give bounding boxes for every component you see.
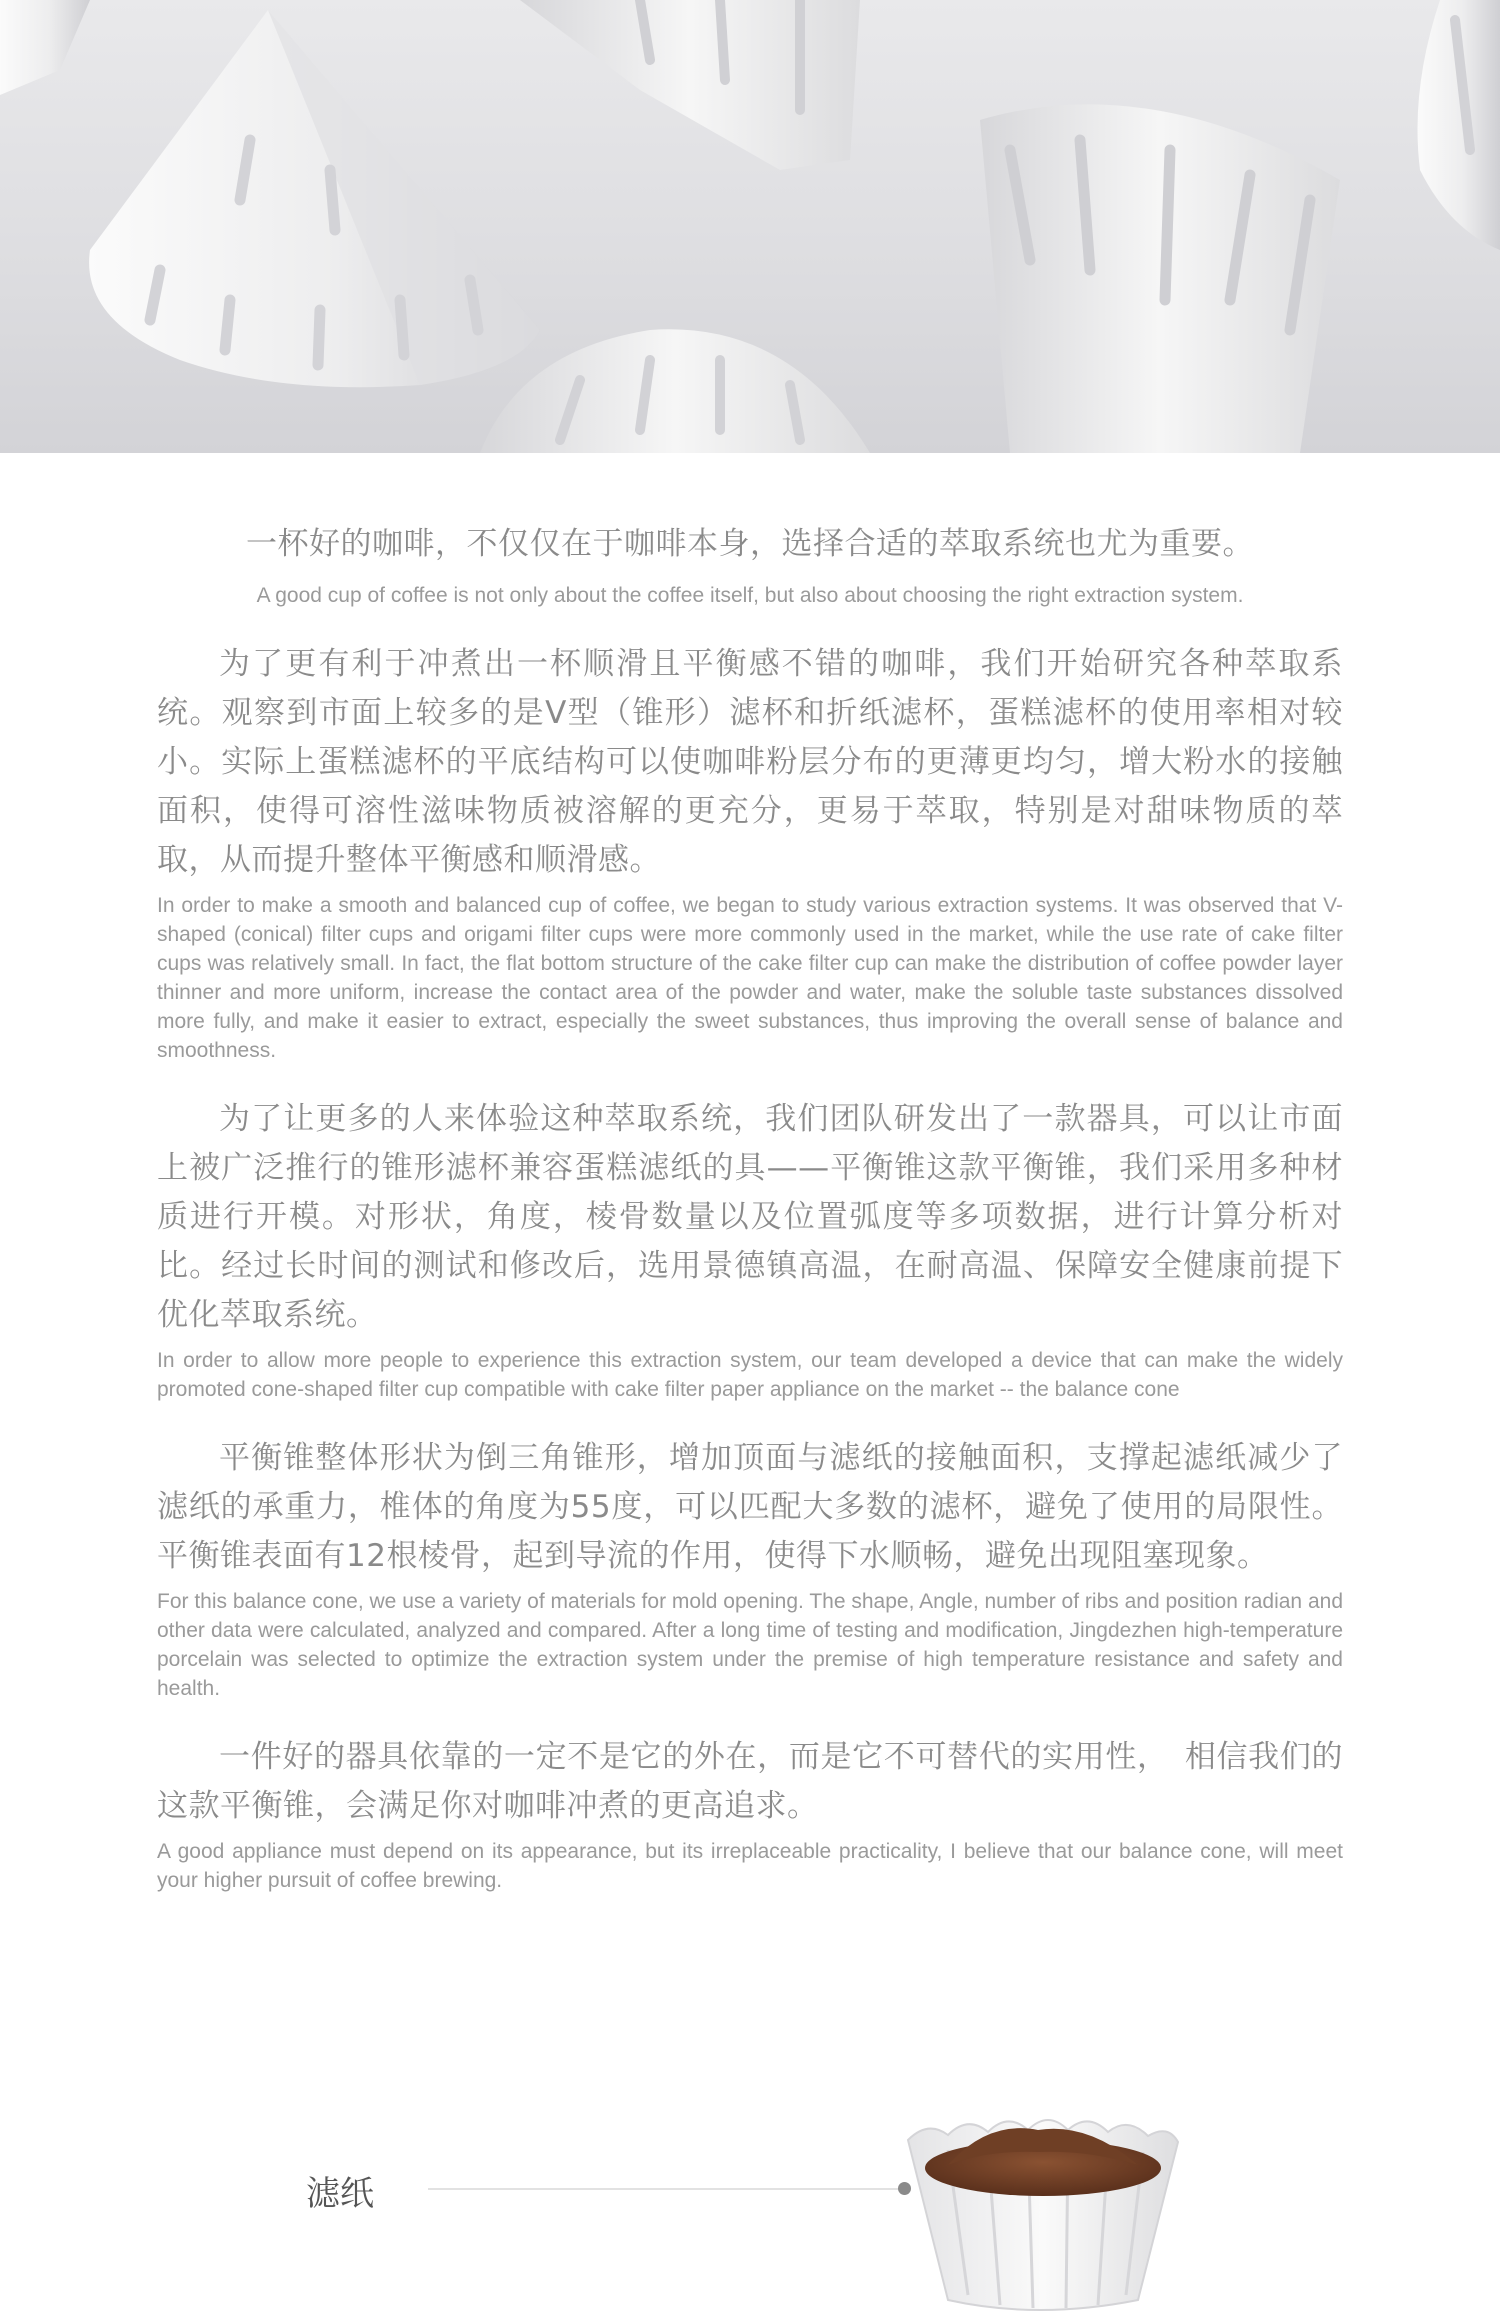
intro-zh: 一杯好的咖啡，不仅仅在于咖啡本身，选择合适的萃取系统也尤为重要。	[246, 526, 1254, 562]
hero-image	[0, 0, 1500, 453]
section-1	[157, 640, 1343, 1065]
section-2	[157, 1095, 1343, 1404]
intro-block	[157, 520, 1343, 610]
section-3	[157, 1434, 1343, 1703]
section-zh: 一件好的器具依靠的一定不是它的外在，而是它不可替代的实用性， 相信我们的这款平衡锥，会满足你对咖啡冲煮的更高追求。	[157, 1739, 1343, 1824]
section-zh: 为了让更多的人来体验这种萃取系统，我们团队研发出了一款器具，可以让市面上被广泛推行的锥形滤杯兼容蛋糕滤纸的具——平衡锥这款平衡锥，我们采用多种材质进行开模。对形状，角度，棱骨数量以及位置弧度等多项数据，进行计算分析对比。经过长时间的测试和修改后，选用景德镇高温，在耐高温、保障安全健康前提下优化萃取系统。	[157, 1101, 1343, 1333]
filter-paper-callout	[0, 2080, 1500, 2320]
leader-line	[428, 2188, 898, 2190]
article-body	[157, 520, 1343, 1895]
section-zh: 平衡锥整体形状为倒三角锥形，增加顶面与滤纸的接触面积，支撑起滤纸减少了滤纸的承重力，椎体的角度为55度，可以匹配大多数的滤杯，避免了使用的局限性。平衡锥表面有12根棱骨，起到导流的作用，使得下水顺畅，避免出现阻塞现象。	[157, 1440, 1343, 1574]
section-4	[157, 1733, 1343, 1895]
section-en: For this balance cone, we use a variety of materials for mold opening. The shape, Angle, number of ribs and position radian and other data were calculated, analyzed and compared. After a long time of testing and modification, Jingdezhen high-temperature porcelain was selected to optimize the extraction system under the premise of high temperature resistance and safety and health.	[157, 1590, 1343, 1700]
section-en: In order to allow more people to experience this extraction system, our team developed a device that can make the widely promoted cone-shaped filter cup compatible with cake filter paper appliance on the market -- the balance cone	[157, 1349, 1343, 1401]
porcelain-cones-illustration	[0, 0, 1500, 453]
filter-paper-label: 滤纸	[306, 2174, 374, 2214]
section-en: In order to make a smooth and balanced cup of coffee, we began to study various extraction systems. It was observed that V-shaped (conical) filter cups and origami filter cups were more commonly used in the market, while the use rate of cake filter cups was relatively small. In fact, the flat bottom structure of the cake filter cup can make the distribution of coffee powder layer thinner and more uniform, increase the contact area of the powder and water, make the soluble taste substances dissolved more fully, and make it easier to extract, especially the sweet substances, thus improving the overall sense of balance and smoothness.	[157, 894, 1343, 1062]
section-zh: 为了更有利于冲煮出一杯顺滑且平衡感不错的咖啡，我们开始研究各种萃取系统。观察到市面上较多的是V型（锥形）滤杯和折纸滤杯，蛋糕滤杯的使用率相对较小。实际上蛋糕滤杯的平底结构可以使咖啡粉层分布的更薄更均匀，增大粉水的接触面积，使得可溶性滋味物质被溶解的更充分，更易于萃取，特别是对甜味物质的萃取，从而提升整体平衡感和顺滑感。	[157, 646, 1343, 878]
section-en: A good appliance must depend on its appearance, but its irreplaceable practicality, I believe that our balance cone, will meet your higher pursuit of coffee brewing.	[157, 1840, 1343, 1892]
intro-en: A good cup of coffee is not only about the coffee itself, but also about choosing the right extraction system.	[256, 584, 1244, 607]
filter-paper-icon	[888, 2080, 1188, 2320]
